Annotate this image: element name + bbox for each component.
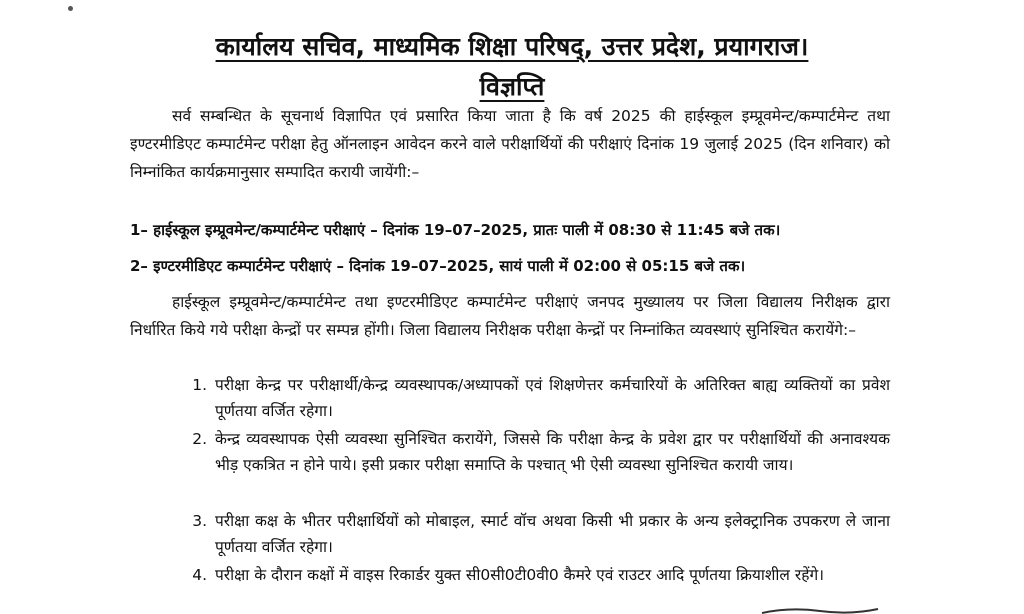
schedule-item-highschool: 1– हाईस्कूल इम्प्रूवमेन्ट/कम्पार्टमेन्ट परीक्षाएं – दिनांक 19–07–2025, प्रातः पाली में 08:30 से 11:45 बजे तक।	[130, 221, 781, 239]
center-paragraph: हाईस्कूल इम्प्रूवमेन्ट/कम्पार्टमेन्ट तथा इण्टरमीडिएट कम्पार्टमेन्ट परीक्षाएं जनपद मुख्यालय पर जिला विद्यालय निरीक्षक द्वारा निर्धारित किये गये परीक्षा केन्द्रों पर सम्पन्न होंगी। जिला विद्यालय निरीक्षक परीक्षा केन्द्रों पर निम्नांकित व्यवस्थाएं सुनिश्चित करायेंगे:–	[130, 293, 890, 339]
office-title	[0, 30, 1024, 64]
instruction-text: परीक्षा कक्ष के भीतर परीक्षार्थियों को मोबाइल, स्मार्ट वॉच अथवा किसी भी प्रकार के अन्य इलेक्ट्रानिक उपकरण ले जाना पूर्णतया वर्जित रहेगा।	[215, 512, 890, 556]
intro-paragraph: सर्व सम्बन्धित के सूचनार्थ विज्ञापित एवं प्रसारित किया जाता है कि वर्ष 2025 की हाईस्कूल इम्प्रूवमेन्ट/कम्पार्टमेन्ट तथा इण्टरमीडिएट कम्पार्टमेन्ट परीक्षा हेतु ऑनलाइन आवेदन करने वाले परीक्षार्थियों की परीक्षाएं दिनांक 19 जुलाई 2025 (दिन शनिवार) को निम्नांकित कार्यक्रमानुसार सम्पादित करायी जायेंगी:–	[130, 107, 890, 181]
schedule-item-intermediate: 2– इण्टरमीडिएट कम्पार्टमेन्ट परीक्षाएं – दिनांक 19–07–2025, सायं पाली में 02:00 से 05:15 बजे तक।	[130, 257, 746, 275]
instruction-text: केन्द्र व्यवस्थापक ऐसी व्यवस्था सुनिश्चित करायेंगे, जिससे कि परीक्षा केन्द्र के प्रवेश द्वार पर परीक्षार्थियों की अनावश्यक भीड़ एकत्रित न होने पाये। इसी प्रकार परीक्षा समाप्ति के पश्चात् भी ऐसी व्यवस्था सुनिश्चित करायी जाय।	[215, 430, 890, 474]
instruction-number: 2.	[192, 430, 207, 448]
notice-heading	[0, 70, 1024, 104]
instruction-text: परीक्षा केन्द्र पर परीक्षार्थी/केन्द्र व्यवस्थापक/अध्यापकों एवं शिक्षणेत्तर कर्मचारियों के अतिरिक्त बाह्य व्यक्तियों का प्रवेश पूर्णतया वर्जित रहेगा।	[215, 376, 890, 420]
notice-heading-text: विज्ञप्ति	[479, 72, 545, 101]
instruction-text: परीक्षा के दौरान कक्षों में वाइस रिकार्डर युक्त सी0सी0टी0वी0 कैमरे एवं राउटर आदि पूर्णतया क्रियाशील रहेंगे।	[215, 566, 825, 584]
instruction-number: 1.	[192, 376, 207, 394]
handwritten-mark	[760, 605, 880, 614]
instruction-number: 3.	[192, 512, 207, 530]
instruction-number: 4.	[192, 566, 207, 584]
office-title-text: कार्यालय सचिव, माध्यमिक शिक्षा परिषद्, उत्तर प्रदेश, प्रयागराज।	[215, 32, 809, 61]
scan-speck	[68, 6, 73, 11]
